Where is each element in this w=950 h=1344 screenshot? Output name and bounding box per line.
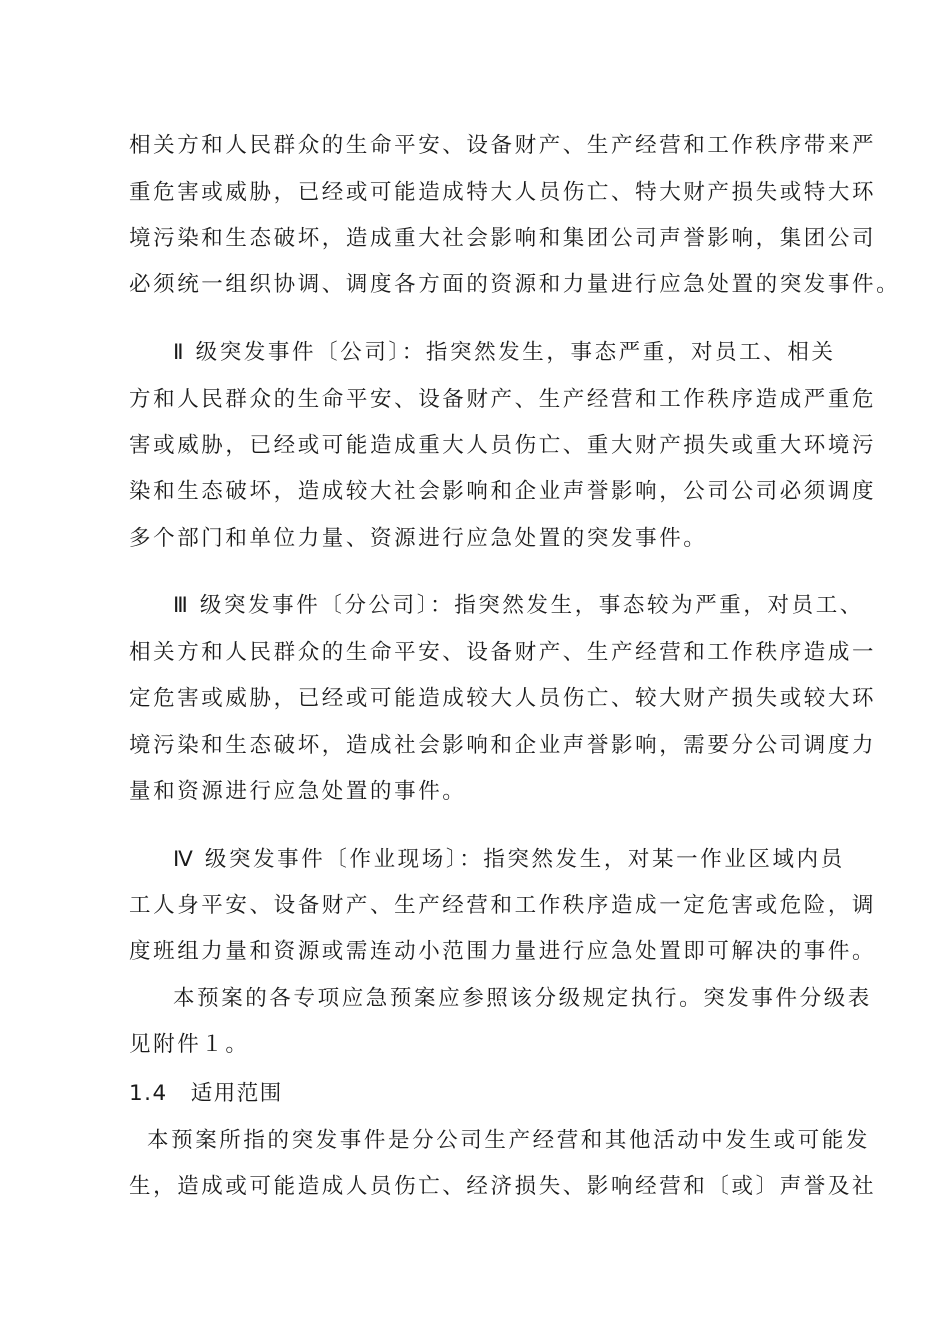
paragraph-line-level-4: Ⅳ 级突发事件〔作业现场〕：指突然发生，对某一作业区域内员 <box>173 847 845 872</box>
paragraph-line-level-3: Ⅲ 级突发事件〔分公司〕：指突然发生，事态较为严重，对员工、 <box>173 593 864 618</box>
paragraph-line: 方和人民群众的生命平安、设备财产、生产经营和工作秩序造成严重危 <box>129 387 877 412</box>
paragraph-line: 境污染和生态破坏，造成社会影响和企业声誉影响，需要分公司调度力 <box>129 733 877 758</box>
paragraph-line: 必须统一组织协调、调度各方面的资源和力量进行应急处置的突发事件。 <box>129 272 901 297</box>
paragraph-line: 量和资源进行应急处置的事件。 <box>129 779 467 804</box>
paragraph-line: 染和生态破坏，造成较大社会影响和企业声誉影响，公司公司必须调度 <box>129 479 877 504</box>
paragraph-line: 见附件１。 <box>129 1032 250 1057</box>
paragraph-line: 多个部门和单位力量、资源进行应急处置的突发事件。 <box>129 526 708 551</box>
section-heading: 1.4 适用范围 <box>129 1081 283 1106</box>
paragraph-line: 本预案的各专项应急预案应参照该分级规定执行。突发事件分级表 <box>173 986 872 1011</box>
paragraph-line: 境污染和生态破坏，造成重大社会影响和集团公司声誉影响，集团公司 <box>129 226 877 251</box>
paragraph-line: 度班组力量和资源或需连动小范围力量进行应急处置即可解决的事件。 <box>129 939 877 964</box>
paragraph-line: 相关方和人民群众的生命平安、设备财产、生产经营和工作秩序造成一 <box>129 640 877 665</box>
paragraph-line: 相关方和人民群众的生命平安、设备财产、生产经营和工作秩序带来严 <box>129 133 877 158</box>
paragraph-line: 害或威胁，已经或可能造成重大人员伤亡、重大财产损失或重大环境污 <box>129 433 877 458</box>
paragraph-line: 本预案所指的突发事件是分公司生产经营和其他活动中发生或可能发 <box>147 1128 871 1153</box>
paragraph-line: 重危害或威胁，已经或可能造成特大人员伤亡、特大财产损失或特大环 <box>129 180 877 205</box>
paragraph-line: 工人身平安、设备财产、生产经营和工作秩序造成一定危害或危险，调 <box>129 893 877 918</box>
paragraph-line: 定危害或威胁，已经或可能造成较大人员伤亡、较大财产损失或较大环 <box>129 686 877 711</box>
paragraph-line: 生，造成或可能造成人员伤亡、经济损失、影响经营和〔或〕声誉及社 <box>129 1174 877 1199</box>
paragraph-line-level-2: Ⅱ 级突发事件〔公司〕：指突然发生，事态严重，对员工、相关 <box>173 340 836 365</box>
